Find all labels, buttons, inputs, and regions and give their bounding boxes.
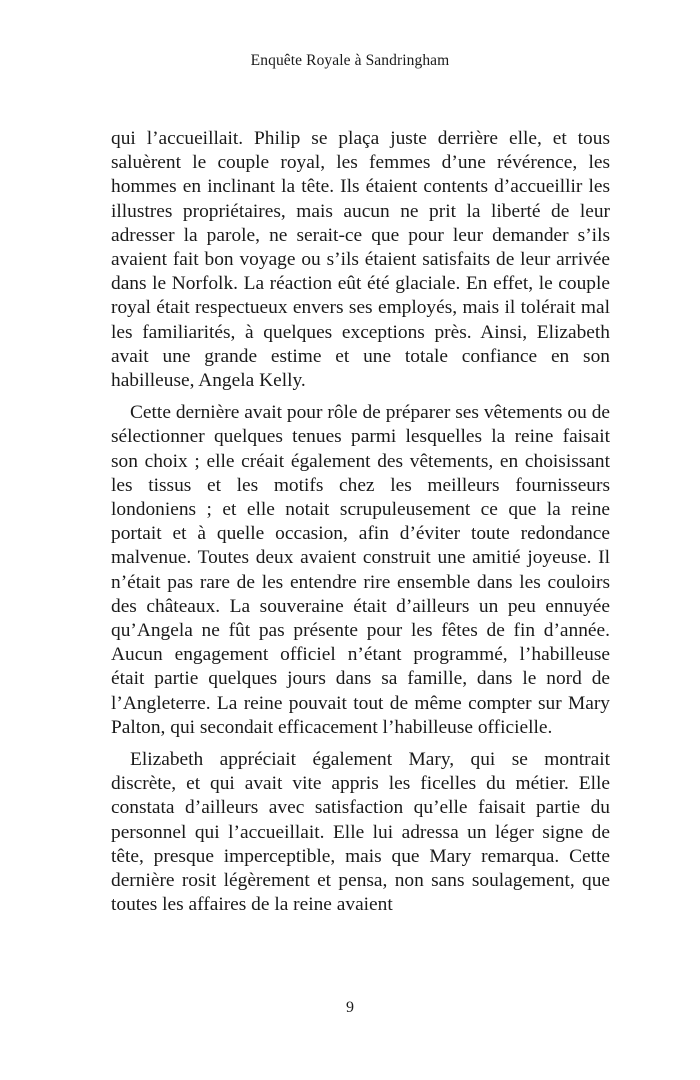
paragraph: Cette dernière avait pour rôle de préparer ses vêtements ou de sélectionner quelques tenues parmi lesquelles la reine faisait son choix ; elle créait également des vêtements, en choisissant les tissus et les motifs chez les meilleurs fournisseurs londoniens ; et elle notait scrupuleusement ce que la reine portait et à quelle occasion, afin d’éviter toute redondance malvenue. Toutes deux avaient construit une amitié joyeuse. Il n’était pas rare de les entendre rire ensemble dans les couloirs des châteaux. La souveraine était d’ailleurs un peu ennuyée qu’Angela ne fût pas présente pour les fêtes de fin d’année. Aucun engagement officiel n’étant programmé, l’habilleuse était partie quelques jours dans sa famille, dans le nord de l’Angleterre. La reine pouvait tout de même compter sur Mary Palton, qui secondait efficacement l’habilleuse officielle. — [111, 402, 610, 738]
paragraph-continued: qui l’accueillait. Philip se plaça juste derrière elle, et tous saluèrent le couple royal, les femmes d’une révérence, les hommes en inclinant la tête. Ils étaient contents d’accueillir les illustres propriétaires, mais aucun ne prit la liberté de leur adresser la parole, ne serait-ce que pour leur demander s’ils avaient fait bon voyage ou s’ils étaient satisfaits de leur arrivée dans le Norfolk. La réaction eût été glaciale. En effet, le couple royal était respectueux envers ses employés, mais il tolérait mal les familiarités, à quelques exceptions près. Ainsi, Elizabeth avait une grande estime et une totale confiance en son habilleuse, Angela Kelly. — [111, 128, 610, 392]
page-number: 9 — [346, 999, 354, 1016]
paragraph: Elizabeth appréciait également Mary, qui se montrait discrète, et qui avait vite appris les ficelles du métier. Elle constata d’ailleurs avec satisfaction qu’elle faisait partie du personnel qui l’accueillait. Elle lui adressa un léger signe de tête, presque imperceptible, mais que Mary remarqua. Cette dernière rosit légèrement et pensa, non sans soulagement, que toutes les affaires de la reine avaient — [111, 749, 610, 916]
running-header: Enquête Royale à Sandringham — [250, 52, 450, 69]
body-text — [111, 127, 610, 918]
